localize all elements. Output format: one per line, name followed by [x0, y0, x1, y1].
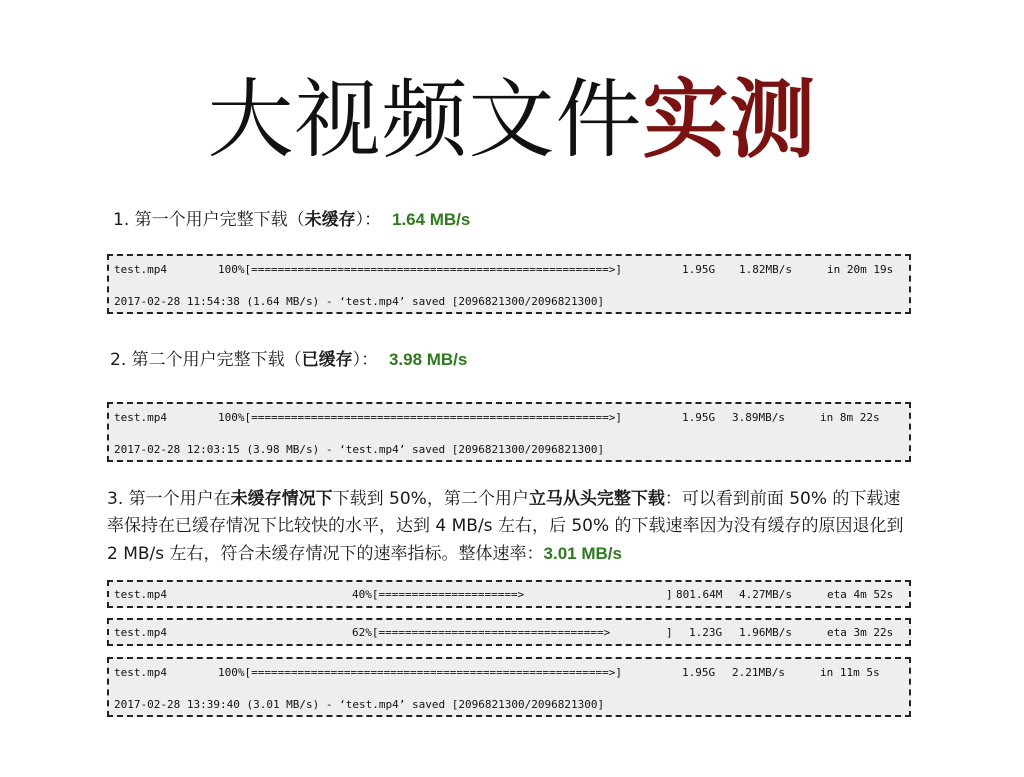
title-accent: 实测	[642, 70, 817, 170]
saved-log-line: 2017-02-28 13:39:40 (3.01 MB/s) - ‘test.mp4’ saved [2096821300/2096821300]	[114, 698, 605, 711]
step-2-suffix: ）：	[352, 350, 379, 370]
progress-line	[114, 665, 901, 681]
file-size: 1.95G	[682, 411, 716, 424]
eta-time: eta 4m 52s	[827, 588, 894, 601]
download-rate: 1.96MB/s	[739, 626, 792, 639]
file-name: test.mp4	[114, 626, 167, 639]
page-title	[0, 70, 1024, 170]
elapsed-time: in 8m 22s	[820, 411, 880, 424]
step-2-speed: 3.98 MB/s	[388, 350, 468, 369]
step-3-text-3: ：可以看到前面 50% 的下载速率保持在已缓存情况下比较快的水平，达到 4 MB/s 左右，后 50% 的下载速率因为没有缓存的原因退化到 2 MB/s 左右，符合未缓存情况下的速率指标。整体速率：	[107, 489, 904, 564]
progress-line	[114, 587, 901, 603]
file-name: test.mp4	[114, 411, 167, 424]
title-main: 大视频文件	[207, 70, 643, 170]
file-name: test.mp4	[114, 666, 167, 679]
download-rate: 1.82MB/s	[739, 263, 792, 276]
terminal-output-5	[107, 657, 911, 717]
file-size: 1.95G	[682, 263, 716, 276]
step-3-bold-2: 立马从头完整下载	[528, 489, 665, 509]
saved-log-line: 2017-02-28 12:03:15 (3.98 MB/s) - ‘test.mp4’ saved [2096821300/2096821300]	[114, 443, 605, 456]
file-size: 1.95G	[682, 666, 716, 679]
progress-bar: 40%[=====================>	[352, 588, 525, 601]
step-1-prefix: 1. 第一个用户完整下载（	[113, 210, 305, 230]
file-name: test.mp4	[114, 263, 167, 276]
step-2-bold: 已缓存	[301, 350, 353, 370]
step-1-heading	[113, 208, 470, 232]
progress-bar: 100%[======================================================>]	[218, 263, 622, 276]
step-3-description	[107, 486, 907, 568]
step-3-bold-1: 未缓存情况下	[230, 489, 333, 509]
progress-line	[114, 625, 901, 641]
eta-time: eta 3m 22s	[827, 626, 894, 639]
file-size: 1.23G	[689, 626, 723, 639]
download-rate: 2.21MB/s	[732, 666, 785, 679]
saved-log-line: 2017-02-28 11:54:38 (1.64 MB/s) - ‘test.mp4’ saved [2096821300/2096821300]	[114, 295, 605, 308]
elapsed-time: in 20m 19s	[827, 263, 894, 276]
download-rate: 4.27MB/s	[739, 588, 792, 601]
elapsed-time: in 11m 5s	[820, 666, 880, 679]
step-1-speed: 1.64 MB/s	[391, 210, 471, 229]
file-size: 801.64M	[676, 588, 723, 601]
step-2-prefix: 2. 第二个用户完整下载（	[110, 350, 302, 370]
step-1-bold: 未缓存	[304, 210, 356, 230]
progress-bar: 100%[======================================================>]	[218, 411, 622, 424]
step-3-text-1: 3. 第一个用户在	[107, 489, 231, 509]
step-3-text-2: 下载到 50%，第二个用户	[332, 489, 529, 509]
terminal-output-2	[107, 402, 911, 462]
progress-bar-end: ]	[666, 588, 673, 601]
terminal-output-1	[107, 254, 911, 314]
step-1-suffix: ）：	[355, 210, 382, 230]
file-name: test.mp4	[114, 588, 167, 601]
progress-bar-end: ]	[666, 626, 673, 639]
step-3-speed: 3.01 MB/s	[543, 544, 622, 563]
terminal-output-4	[107, 618, 911, 646]
progress-bar: 100%[======================================================>]	[218, 666, 622, 679]
download-rate: 3.89MB/s	[732, 411, 785, 424]
progress-line	[114, 262, 901, 278]
progress-line	[114, 410, 901, 426]
terminal-output-3	[107, 580, 911, 608]
step-2-heading	[110, 348, 467, 372]
progress-bar: 62%[==================================>	[352, 626, 611, 639]
